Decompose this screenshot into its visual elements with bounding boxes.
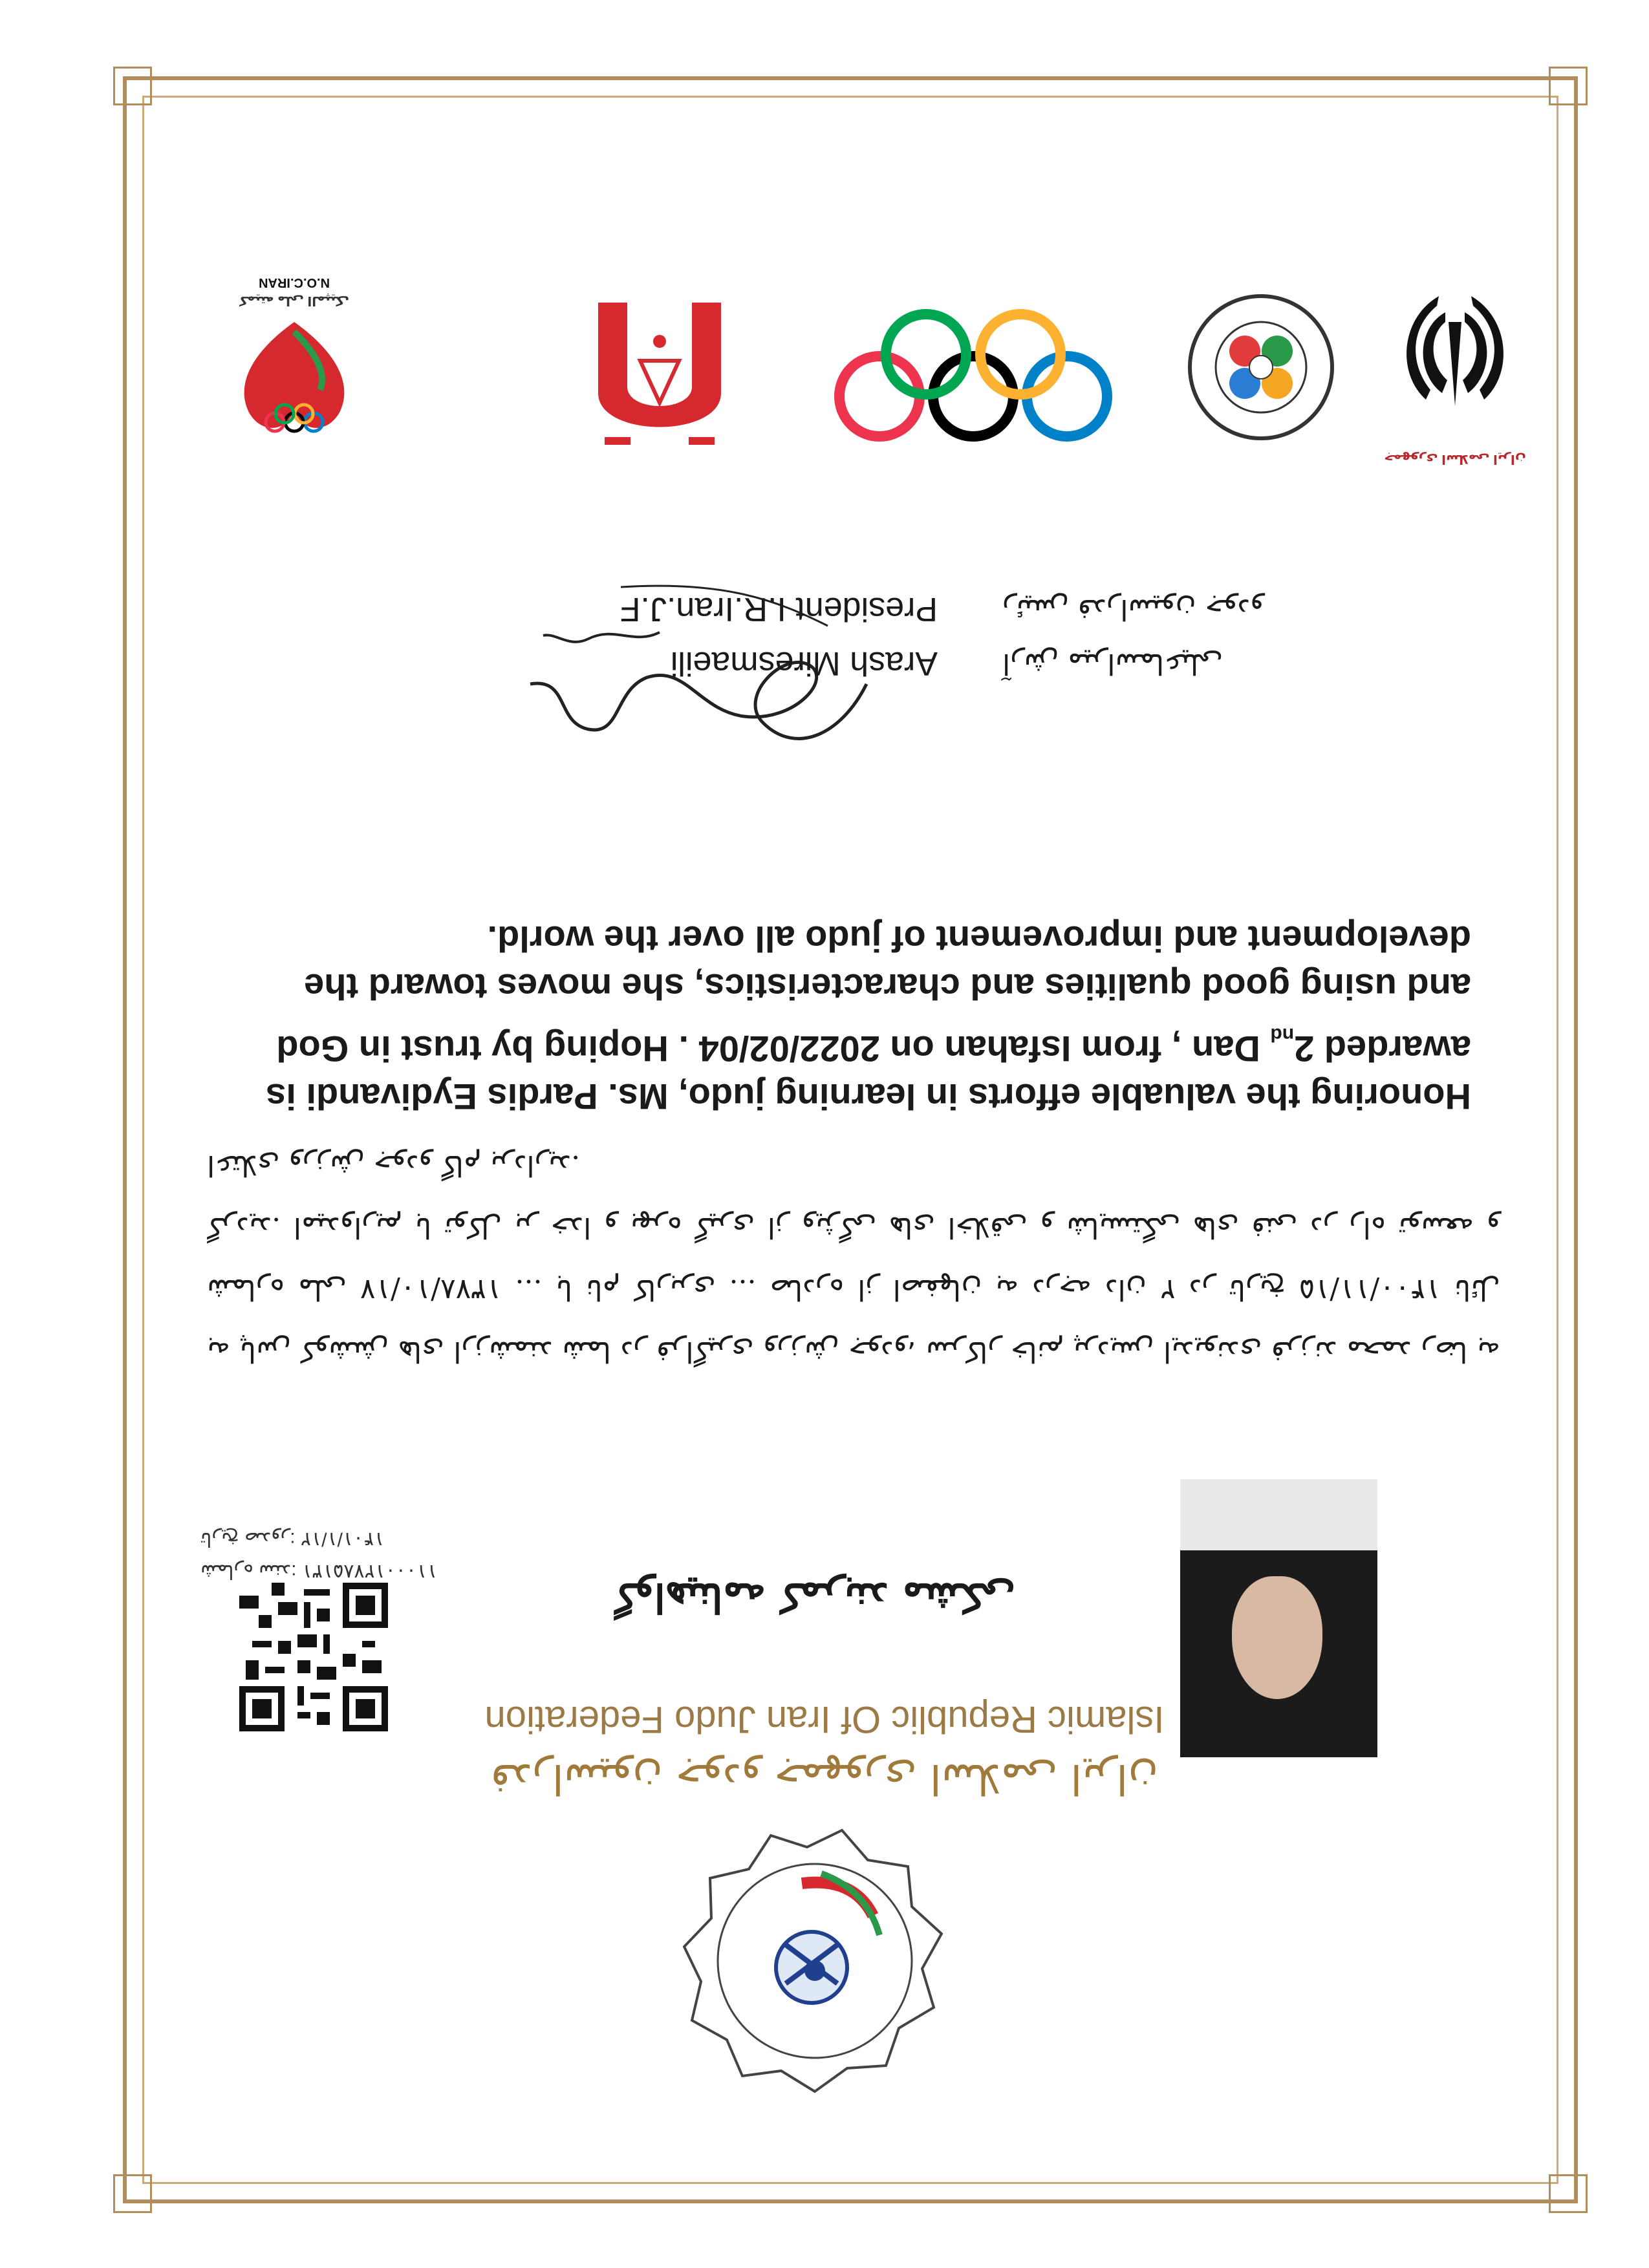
date-label: تاریخ صدور: [200, 1528, 296, 1550]
federation-seal-logo [679, 1825, 951, 2097]
signatory-name-en: Arash Miresmaeili [670, 645, 938, 682]
frame-corner [1549, 2174, 1588, 2213]
qr-code [239, 1583, 388, 1731]
english-citation [204, 915, 1471, 1120]
photo-face [1232, 1576, 1322, 1699]
ijf-logo [1183, 290, 1339, 445]
signatory-en [446, 582, 938, 690]
photo-background [1180, 1479, 1377, 1550]
dan-ordinal: nd [1270, 1023, 1295, 1045]
noc-iran-heart-logo [236, 316, 352, 445]
frame-corner [1549, 67, 1588, 105]
english-citation-part-1: Honoring the valuable efforts in learning judo, Ms. Pardis Eydivandi is awarded 2 [266, 1029, 1471, 1117]
federation-name-fa: فدراسیون جودو جمهوری اسلامی ایران [490, 1755, 1159, 1803]
signatory-title-fa: رئیس فدراسیون جودو [1002, 593, 1264, 626]
certificate-title: گواهینامه کمربند مشکی [614, 1574, 1015, 1621]
serial-number [200, 1560, 498, 1583]
iran-emblem-icon [1390, 277, 1520, 425]
recipient-photo [1180, 1479, 1377, 1757]
signatory-name-fa: آرش میراسماعیلی [1002, 647, 1223, 680]
english-citation-part-2: Dan , from Isfahan on 2022/02/04 . Hoping by trust in God and using good qualities and characteristics, she moves toward the development and improvement of judo all over the world. [276, 918, 1471, 1069]
olympic-rings-logo [821, 303, 1119, 451]
frame-corner [113, 2174, 152, 2213]
signatory-fa [1002, 582, 1403, 690]
logos-row [142, 199, 1533, 471]
frame-corner [113, 67, 152, 105]
noc-caption-fa: کمیته ملی المپیک [239, 294, 349, 308]
persian-citation: به پاس کوشش های ارزشمند شما در فراگیری ورزش جودو، سرکار خانم پردیس ایدیوندی فرزند محمد رضا به شماره ملی ۱۳۷۸/۱۰/۱۷ ... با نام کاربری ... صادره از اصفهان به درجه دان ۲ در تاریخ ۱۴۰۰/۱۱/۱۵ نائل گردید. امیدواریم با توکل بر خدا و بهره گیری از ویژگی های اخلاقی و شایستگی های فنی در راه توسعه و اعتلای ورزش جودو گام بردارید. [207, 1149, 1500, 1368]
federation-name-en: Islamic Republic Of Iran Judo Federation [484, 1698, 1165, 1740]
date-value: ۱۴۰۱/۱/۱۲ [300, 1528, 385, 1550]
issue-date [200, 1528, 498, 1550]
serial-label: شماره سند: [200, 1561, 297, 1582]
noc-caption: N.O.C.IRAN [259, 275, 330, 290]
serial-value: ۱۱۰۰۰۱۲۷۸۵۱۳۱ [301, 1561, 438, 1582]
signatory-title-en: President I.R.Iran.J.F [620, 590, 938, 628]
iran-emblem-caption: جمهوری اسلامی ایران [1384, 452, 1526, 466]
red-arch-logo [592, 303, 727, 458]
